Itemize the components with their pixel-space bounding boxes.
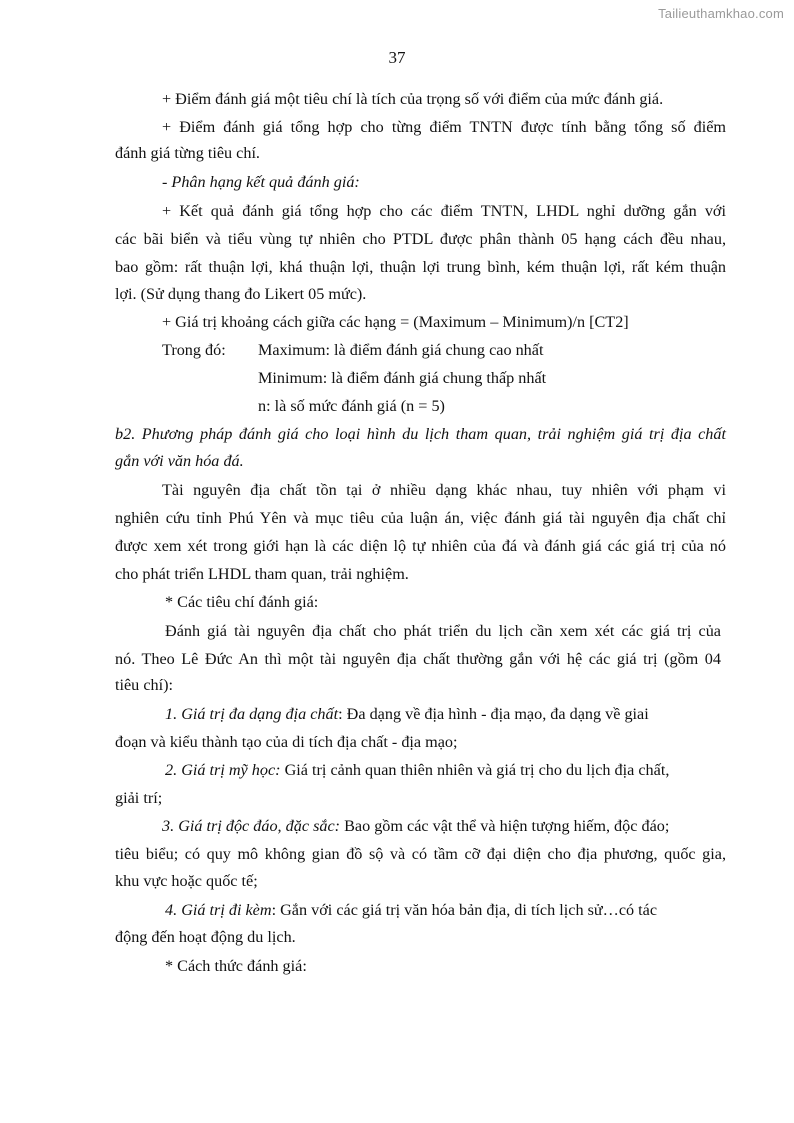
paragraph-line: lợi. (Sử dụng thang đo Likert 05 mức). bbox=[115, 285, 367, 303]
paragraph-line: + Kết quả đánh giá tổng hợp cho các điểm TNTN, LHDL nghỉ dưỡng gắn với bbox=[162, 202, 726, 220]
criterion-title: 3. Giá trị độc đáo, đặc sắc: bbox=[162, 817, 341, 835]
page-number: 37 bbox=[388, 48, 406, 67]
criterion-line bbox=[162, 815, 669, 837]
criterion-text: : Đa dạng về địa hình - địa mạo, đa dạng về giai bbox=[338, 705, 649, 723]
paragraph-line: đoạn và kiểu thành tạo của di tích địa chất - địa mạo; bbox=[115, 733, 458, 751]
legend-item: Minimum: là điểm đánh giá chung thấp nhất bbox=[258, 369, 547, 387]
legend-item: n: là số mức đánh giá (n = 5) bbox=[258, 397, 445, 415]
watermark: Tailieuthamkhao.com bbox=[658, 6, 784, 21]
criterion-title: 1. Giá trị đa dạng địa chất bbox=[165, 705, 339, 723]
criterion-line bbox=[165, 899, 657, 921]
paragraph-line: Đánh giá tài nguyên địa chất cho phát triển du lịch cần xem xét các giá trị của bbox=[165, 622, 721, 640]
paragraph-line: khu vực hoặc quốc tế; bbox=[115, 872, 258, 890]
paragraph-line: + Điểm đánh giá tổng hợp cho từng điểm TNTN được tính bằng tổng số điểm bbox=[162, 118, 726, 136]
criterion-title: 4. Giá trị đi kèm bbox=[165, 901, 272, 919]
criterion-text: : Gắn với các giá trị văn hóa bản địa, di tích lịch sử…có tác bbox=[271, 901, 658, 919]
paragraph-line: nghiên cứu tỉnh Phú Yên và mục tiêu của luận án, việc đánh giá tài nguyên địa chất chỉ bbox=[115, 509, 726, 527]
paragraph-line: các bãi biển và tiểu vùng tự nhiên cho PTDL được phân thành 05 hạng cách đều nhau, bbox=[115, 230, 726, 248]
paragraph-line: Tài nguyên địa chất tồn tại ở nhiều dạng khác nhau, tuy nhiên với phạm vi bbox=[162, 481, 726, 499]
criterion-text: Bao gồm các vật thể và hiện tượng hiếm, độc đáo; bbox=[340, 817, 670, 835]
criterion-title: 2. Giá trị mỹ học: bbox=[165, 761, 281, 779]
section-heading: b2. Phương pháp đánh giá cho loại hình du lịch tham quan, trải nghiệm giá trị địa chất bbox=[115, 425, 726, 443]
paragraph-line: tiêu biểu; có quy mô không gian đồ sộ và có tầm cỡ đại diện cho địa phương, quốc gia, bbox=[115, 845, 726, 863]
section-heading: gắn với văn hóa đá. bbox=[115, 452, 244, 470]
criterion-line bbox=[165, 703, 649, 725]
paragraph-line: tiêu chí): bbox=[115, 676, 173, 694]
paragraph-line: được xem xét trong giới hạn là các diện lộ tự nhiên của đá và đánh giá các giá trị của nó bbox=[115, 537, 726, 555]
paragraph-line: động đến hoạt động du lịch. bbox=[115, 928, 296, 946]
subsection-title: * Cách thức đánh giá: bbox=[165, 957, 307, 975]
paragraph-line: đánh giá từng tiêu chí. bbox=[115, 144, 260, 162]
paragraph-line: cho phát triển LHDL tham quan, trải nghiệm. bbox=[115, 565, 409, 583]
legend-item: Maximum: là điểm đánh giá chung cao nhất bbox=[258, 341, 544, 359]
paragraph-line: nó. Theo Lê Đức An thì một tài nguyên địa chất thường gắn với hệ các giá trị (gồm 04 bbox=[115, 650, 721, 668]
formula-line: + Giá trị khoảng cách giữa các hạng = (Maximum – Minimum)/n [CT2] bbox=[162, 313, 629, 331]
section-subheading: - Phân hạng kết quả đánh giá: bbox=[162, 173, 360, 191]
paragraph-line: bao gồm: rất thuận lợi, khá thuận lợi, thuận lợi trung bình, kém thuận lợi, rất kém thuận bbox=[115, 258, 726, 276]
criterion-line bbox=[165, 759, 669, 781]
legend-label: Trong đó: bbox=[162, 341, 226, 359]
paragraph-line: giải trí; bbox=[115, 789, 163, 807]
subsection-title: * Các tiêu chí đánh giá: bbox=[165, 593, 319, 611]
paragraph-line: + Điểm đánh giá một tiêu chí là tích của trọng số với điểm của mức đánh giá. bbox=[162, 90, 664, 108]
criterion-text: Giá trị cảnh quan thiên nhiên và giá trị cho du lịch địa chất, bbox=[280, 761, 670, 779]
